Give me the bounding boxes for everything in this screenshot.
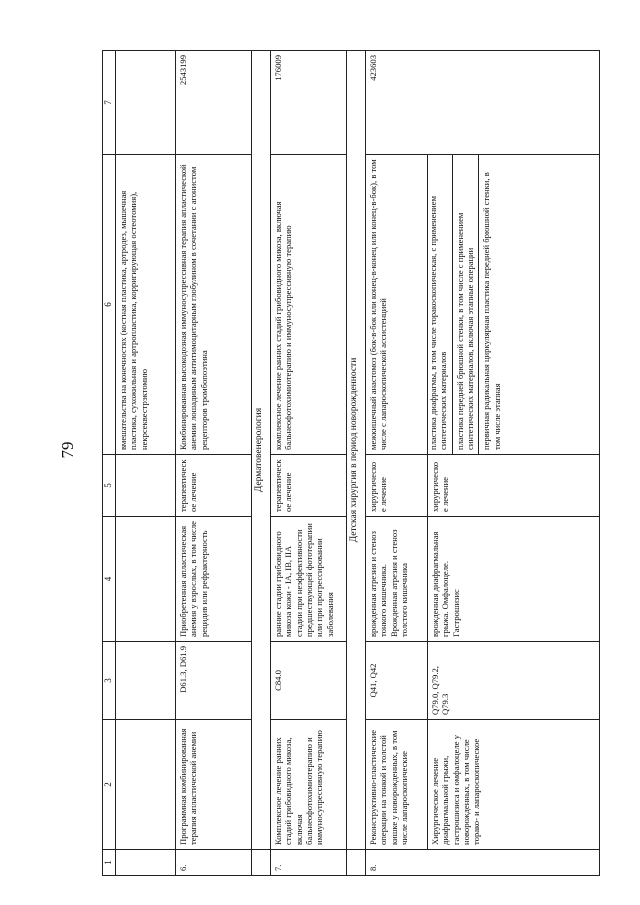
header-row <box>103 51 116 876</box>
rotated-table-wrapper <box>102 51 600 876</box>
row-codes: Q41, Q42 <box>366 642 428 720</box>
row-method: пластика передней брюшной стенки, в том числе с применением синтетических материалов, включая этапные операции <box>455 155 480 454</box>
col-header-4: 4 <box>103 517 116 642</box>
row-name: Программная комбинированная терапия апластической анемии <box>176 720 252 850</box>
row-method: первичная радикальная циркулярная пластика передней брюшной стенки, в том числе этапная <box>481 172 502 450</box>
row-treatment: хирургическое лечение <box>366 455 428 517</box>
row-num: 6. <box>176 850 252 876</box>
table-row-8a <box>366 51 428 876</box>
row-num: 8. <box>366 850 600 876</box>
row-name: Комплексное лечение ранних стадий грибовидного микоза, включая бальнеофотохимиотерапию и иммуносупрессивную терапию <box>271 720 347 850</box>
col-header-5: 5 <box>103 455 116 517</box>
section-title: Детская хирургия в период новорожденности <box>347 51 366 850</box>
row-method-group <box>428 155 600 455</box>
col-header-6: 6 <box>103 155 116 455</box>
row-method: комплексное лечение ранних стадий грибовидного микоза, включая бальнеофотохимиотерапию и иммуносупрессивную терапию <box>271 155 347 455</box>
treatment-table <box>102 50 600 876</box>
row-model: врожденная диафрагмальная грыжа. Омфалоцеле. Гастрошизис <box>428 517 600 642</box>
page-number: 79 <box>58 441 77 459</box>
row-codes: D61.3, D61.9 <box>176 642 252 720</box>
row-name: Хирургическое лечение диафрагмальной грыжи, гастрошизиса и омфалоцеле у новорожденных, в том числе торако- и лапароскопическое <box>428 720 600 850</box>
row-model: ранние стадии грибовидного микоза кожи - IA, IB, IIA стадии при неэффективности предшествующей фототерапии или при прогрессировании заболевания <box>271 517 347 642</box>
row-method: пластика диафрагмы, в том числе торакоскопическая, с применением синтетических материалов <box>428 155 453 454</box>
row-method: Комбинированная высокодозная иммуносупрессивная терапия апластической анемии лошадиным антитимоцитарным глобулином в сочетании с агонистом рецепторов тромбопоэтина <box>176 155 252 455</box>
row-cost: 423603 <box>366 51 600 155</box>
col-header-1: 1 <box>103 850 116 876</box>
table-row-8b <box>428 51 600 876</box>
section-title: Дерматовенерология <box>252 51 271 850</box>
table-row-prev <box>116 51 176 876</box>
col-header-7: 7 <box>103 51 116 155</box>
row-treatment: хирургическое лечение <box>428 455 600 517</box>
row-model: Приобретенная апластическая анемия у взрослых, в том числе рецидив или рефрактерность <box>176 517 252 642</box>
prev-method-cell: вмешательства на конечностях (костная пластика, артродез, мышечная пластика, сухожильная и артропластика, корригирующая остеотомия), некрсеквестрэктомию <box>116 155 176 455</box>
table-row-6 <box>176 51 252 876</box>
row-cost: 176009 <box>271 51 347 155</box>
section-row-surg <box>347 51 366 876</box>
row-model: врожденная атрезия и стеноз тонкого кишечника. Врожденная атрезия и стеноз толстого кишечника <box>366 517 428 642</box>
row-treatment: терапевтическое лечение <box>176 455 252 517</box>
row-cost: 2543199 <box>176 51 252 155</box>
row-treatment: терапевтическое лечение <box>271 455 347 517</box>
row-codes: C84.0 <box>271 642 347 720</box>
row-method: межкишечный анастомоз (бок-в-бок или конец-в-конец или конец-в-бок), в том числе с лапароскопической ассистенцией <box>366 155 428 455</box>
row-name: Реконструктивно-пластические операции на тонкой и толстой кишке у новорожденных, в том числе лапароскопические <box>366 720 428 850</box>
row-num: 7. <box>271 850 347 876</box>
section-row-derm <box>252 51 271 876</box>
table-row-7 <box>271 51 347 876</box>
col-header-3: 3 <box>103 642 116 720</box>
col-header-2: 2 <box>103 720 116 850</box>
row-codes: Q79.0, Q79.2, Q79.3 <box>428 642 600 720</box>
